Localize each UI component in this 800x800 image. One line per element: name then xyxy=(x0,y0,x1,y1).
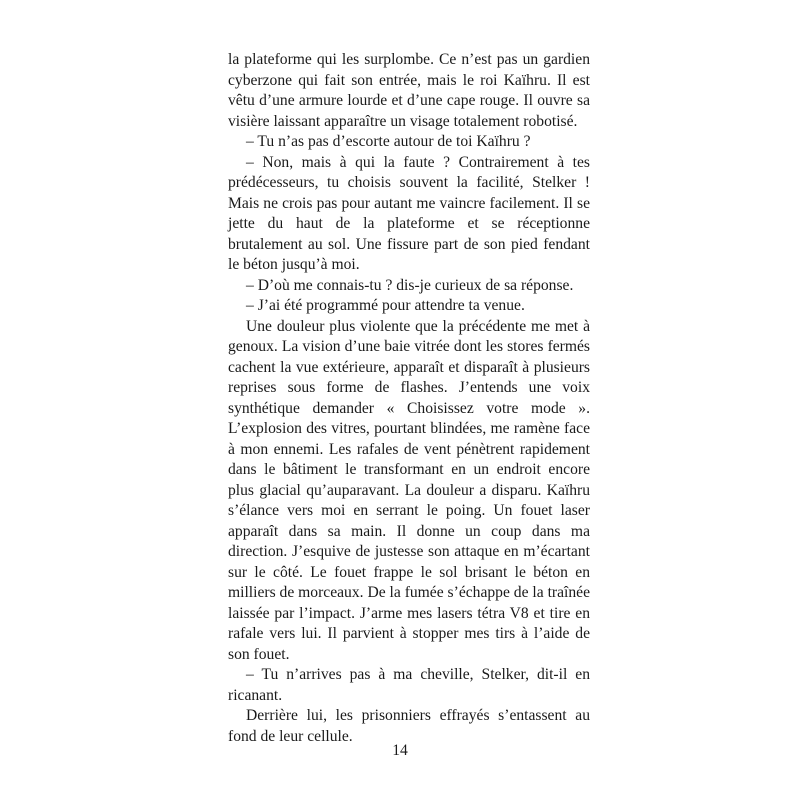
body-text xyxy=(228,50,590,747)
paragraph: Derrière lui, les prisonniers effrayés s’entassent au fond de leur cellule. xyxy=(228,707,590,745)
paragraph: – Tu n’as pas d’escorte autour de toi Kaïhru ? xyxy=(246,133,531,150)
paragraph: – J’ai été programmé pour attendre ta venue. xyxy=(246,297,525,314)
paragraph: la plateforme qui les surplombe. Ce n’est pas un gardien cyberzone qui fait son entrée, mais le roi Kaïhru. Il est vêtu d’une armure lourde et d’une cape rouge. Il ouvre sa visière laissant apparaître un visage totalement robotisé. xyxy=(228,51,590,130)
paragraph: – D’où me connais-tu ? dis-je curieux de sa réponse. xyxy=(246,276,574,294)
paragraph: – Tu n’arrives pas à ma cheville, Stelker, dit-il en ricanant. xyxy=(228,666,590,704)
paragraph: – Non, mais à qui la faute ? Contrairement à tes prédécesseurs, tu choisis souvent la facilité, Stelker ! Mais ne crois pas pour autant me vaincre facilement. Il se jette du haut de la plateforme et se réceptionne brutalement au sol. Une fissure part de son pied fendant le béton jusqu’à moi. xyxy=(228,153,590,273)
page-number: 14 xyxy=(392,742,408,759)
paragraph: Une douleur plus violente que la précédente me met à genoux. La vision d’une baie vitrée dont les stores fermés cachent la vue extérieure, apparaît et disparaît à plusieurs reprises sous forme de flashes. J’entends une voix synthétique demander « Choisissez votre mode ». L’explosion des vitres, pourtant blindées, me ramène face à mon ennemi. Les rafales de vent pénètrent rapidement dans le bâtiment le transformant en un endroit encore plus glacial qu’auparavant. La douleur a disparu. Kaïhru s’élance vers moi en serrant le poing. Un fouet laser apparaît dans sa main. Il donne un coup dans ma direction. J’esquive de justesse son attaque en m’écartant sur le côté. Le fouet frappe le sol brisant le béton en milliers de morceaux. De la fumée s’échappe de la traînée laissée par l’impact. J’arme mes lasers tétra V8 et tire en rafale vers lui. Il parvient à stopper mes tirs à l’aide de son fouet. xyxy=(228,317,590,663)
